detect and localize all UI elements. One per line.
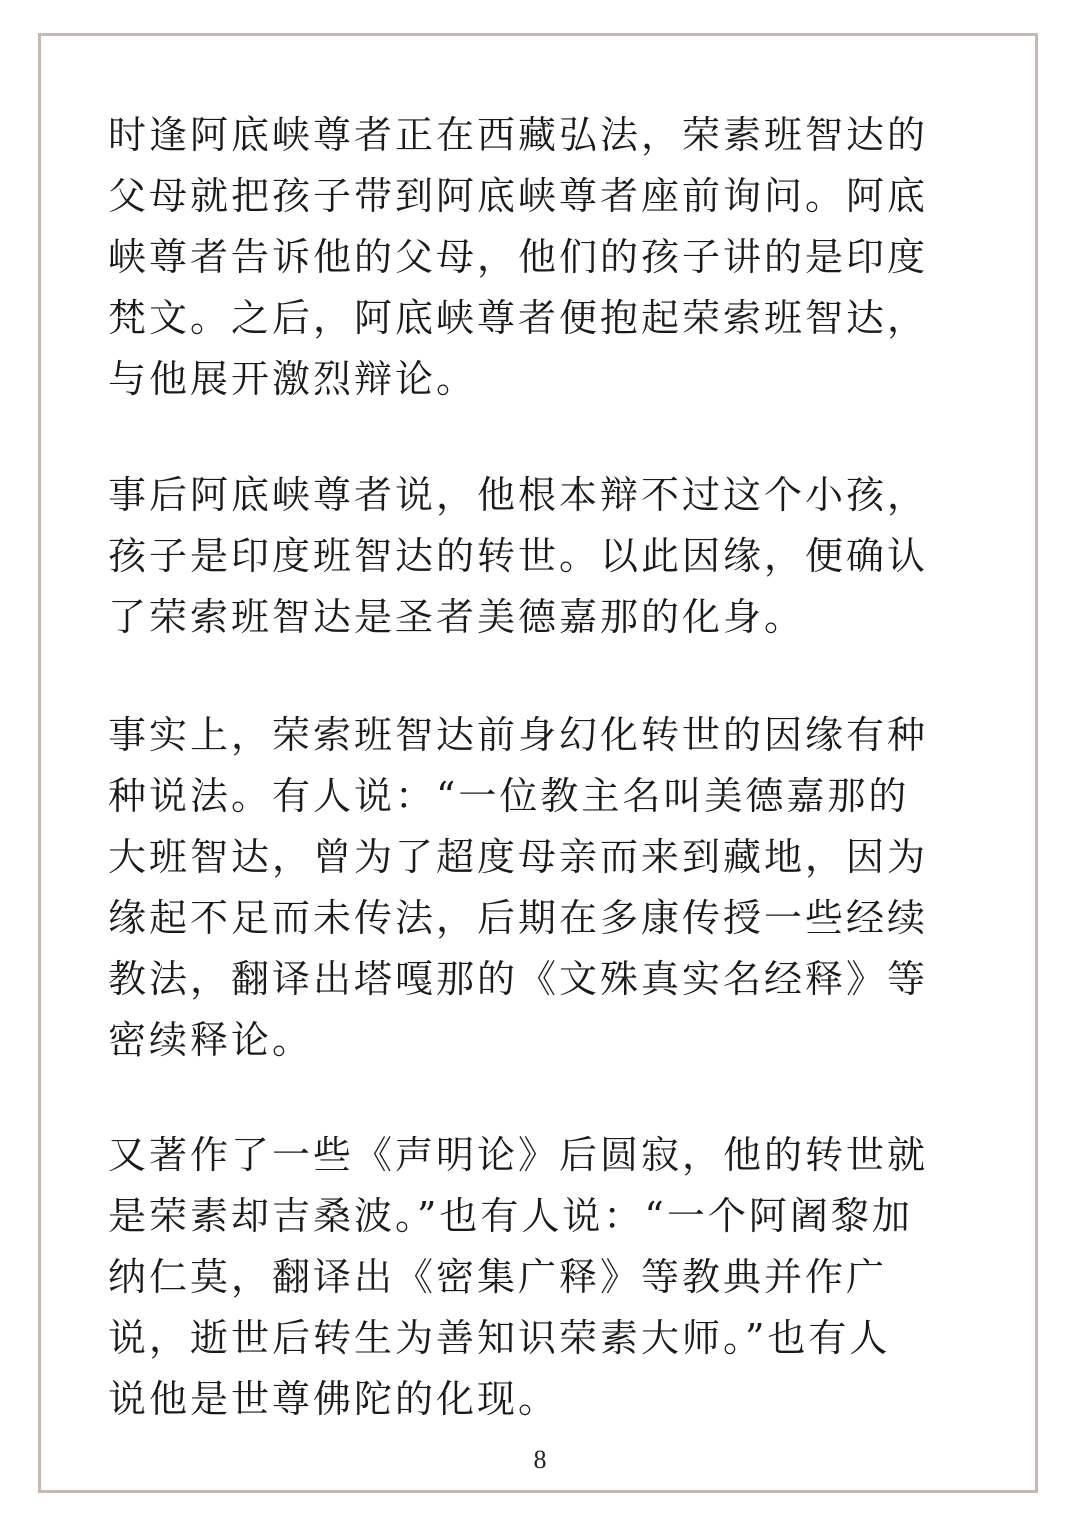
text-line: 峡尊者告诉他的父母，他们的孩子讲的是印度 bbox=[108, 235, 929, 279]
text-line: 了荣索班智达是圣者美德嘉那的化身。 bbox=[108, 595, 806, 639]
text-line: 是荣素却吉桑波。”也有人说：“一个阿阇黎加 bbox=[108, 1194, 913, 1238]
text-line: 时逢阿底峡尊者正在西藏弘法，荣素班智达的 bbox=[108, 113, 929, 157]
text-line: 与他展开激烈辩论。 bbox=[108, 357, 478, 401]
text-line: 父母就把孩子带到阿底峡尊者座前询问。阿底 bbox=[108, 174, 929, 218]
text-line: 孩子是印度班智达的转世。以此因缘，便确认 bbox=[108, 534, 929, 578]
text-line: 纳仁莫，翻译出《密集广释》等教典并作广 bbox=[108, 1255, 888, 1299]
paragraph-3 bbox=[108, 705, 988, 1071]
text-line: 大班智达，曾为了超度母亲而来到藏地，因为 bbox=[108, 835, 929, 879]
text-line: 说，逝世后转生为善知识荣素大师。”也有人 bbox=[108, 1316, 891, 1360]
text-line: 说他是世尊佛陀的化现。 bbox=[108, 1377, 560, 1421]
text-line: 密续释论。 bbox=[108, 1018, 314, 1062]
paragraph-2 bbox=[108, 465, 988, 648]
text-line: 事后阿底峡尊者说，他根本辩不过这个小孩， bbox=[108, 473, 929, 517]
page-number: 8 bbox=[533, 1445, 547, 1474]
text-line: 梵文。之后，阿底峡尊者便抱起荣索班智达， bbox=[108, 296, 929, 340]
text-line: 缘起不足而未传法，后期在多康传授一些经续 bbox=[108, 896, 929, 940]
text-line: 教法，翻译出塔嘎那的《文殊真实名经释》等 bbox=[108, 957, 929, 1001]
text-line: 事实上，荣索班智达前身幻化转世的因缘有种 bbox=[108, 713, 929, 757]
text-line: 种说法。有人说：“一位教主名叫美德嘉那的 bbox=[108, 774, 910, 818]
text-line: 又著作了一些《声明论》后圆寂，他的转世就 bbox=[108, 1133, 929, 1177]
paragraph-1 bbox=[108, 105, 988, 410]
paragraph-4 bbox=[108, 1125, 988, 1430]
